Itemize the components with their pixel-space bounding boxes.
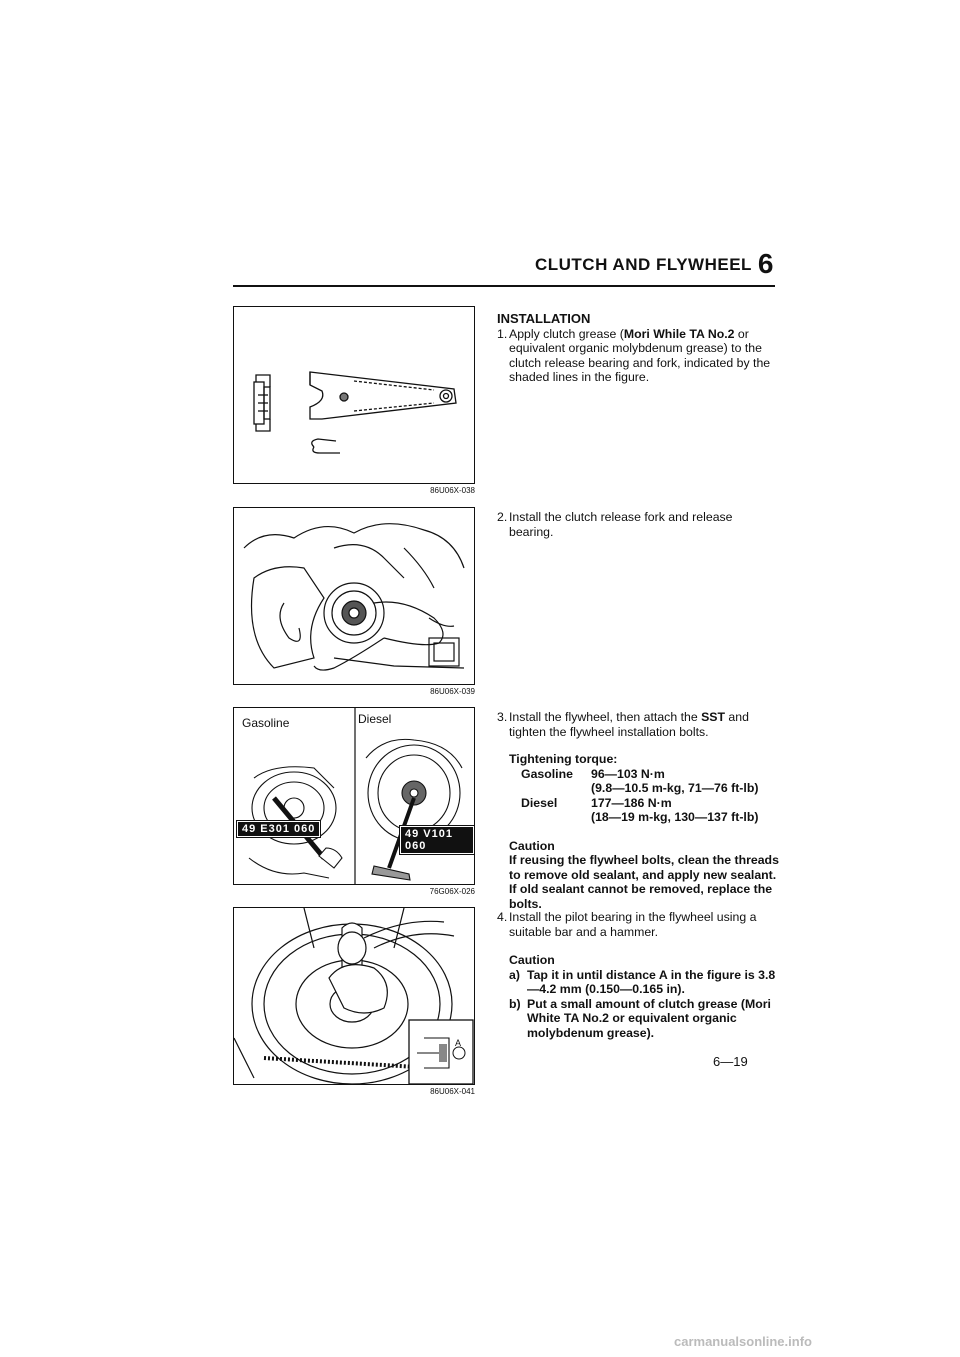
gasoline-torque-label: Gasoline (521, 766, 573, 781)
caution-title: Caution (509, 953, 555, 967)
diesel-torque-value: 177—186 N·m (591, 795, 672, 810)
diesel-torque-label: Diesel (521, 795, 558, 810)
torque-title: Tightening torque: (509, 752, 618, 766)
step-3-caution (509, 839, 779, 912)
figure-release-bearing-fork (233, 306, 475, 484)
transmission-illustration (234, 508, 475, 685)
figure-code: 86U06X-041 (430, 1087, 475, 1096)
gasoline-torque-alt: (9.8—10.5 m-kg, 71—76 ft-lb) (591, 781, 759, 795)
installation-step-1 (497, 312, 779, 385)
section-heading: INSTALLATION (497, 311, 591, 326)
step-1: 1. Apply clutch grease (Mori While TA No.2 or equivalent organic molybdenum grease) to the clutch release bearing and fork, indicated by the shaded lines in the figure. (497, 326, 771, 384)
caution-item-b: b) Put a small amount of clutch grease (Mori White TA No.2 or equivalent organic molybdenum grease). (509, 996, 771, 1040)
figure-code: 86U06X-038 (430, 486, 475, 495)
sst-diesel-label: 49 V101 060 (400, 826, 474, 854)
caution-text: If reusing the flywheel bolts, clean the threads to remove old sealant, and apply new sealant. If old sealant cannot be removed, replace the bolts. (509, 853, 779, 911)
section-header (520, 248, 774, 280)
figure-pilot-bearing (233, 907, 475, 1085)
step-2: 2. Install the clutch release fork and release bearing. (497, 510, 733, 539)
gasoline-torque-value: 96—103 N·m (591, 766, 665, 781)
step-3: 3. Install the flywheel, then attach the SST and tighten the flywheel installation bolts. (497, 710, 749, 739)
flywheel-sst-illustration (234, 708, 475, 885)
figure-code: 76G06X-026 (429, 887, 475, 896)
header-rule (233, 285, 775, 287)
installation-step-3 (497, 710, 779, 911)
installation-step-2 (497, 510, 779, 539)
caution-item-a: a) Tap it in until distance A in the figure is 3.8—4.2 mm (0.150—0.165 in). (509, 967, 776, 996)
header-title: CLUTCH AND FLYWHEEL (534, 255, 752, 274)
figure-flywheel-sst (233, 707, 475, 885)
distance-a-callout: A (455, 1038, 462, 1048)
sst-gasoline-label: 49 E301 060 (237, 821, 320, 837)
gasoline-label: Gasoline (242, 716, 290, 730)
installation-step-4 (497, 910, 779, 1040)
page-number: 6—19 (713, 1054, 748, 1069)
pilot-bearing-illustration (234, 908, 475, 1085)
step-4: 4. Install the pilot bearing in the flywheel using a suitable bar and a hammer. (497, 910, 757, 939)
caution-title: Caution (509, 838, 555, 853)
fork-bearing-illustration (234, 307, 475, 484)
figure-install-release-fork (233, 507, 475, 685)
tightening-torque (509, 752, 779, 825)
diesel-torque-alt: (18—19 m-kg, 130—137 ft-lb) (591, 810, 759, 824)
watermark: carmanualsonline.info (674, 1334, 812, 1349)
figure-code: 86U06X-039 (430, 687, 475, 696)
step-4-caution (509, 953, 779, 1040)
chapter-number: 6 (757, 248, 774, 279)
diesel-label: Diesel (358, 712, 392, 726)
